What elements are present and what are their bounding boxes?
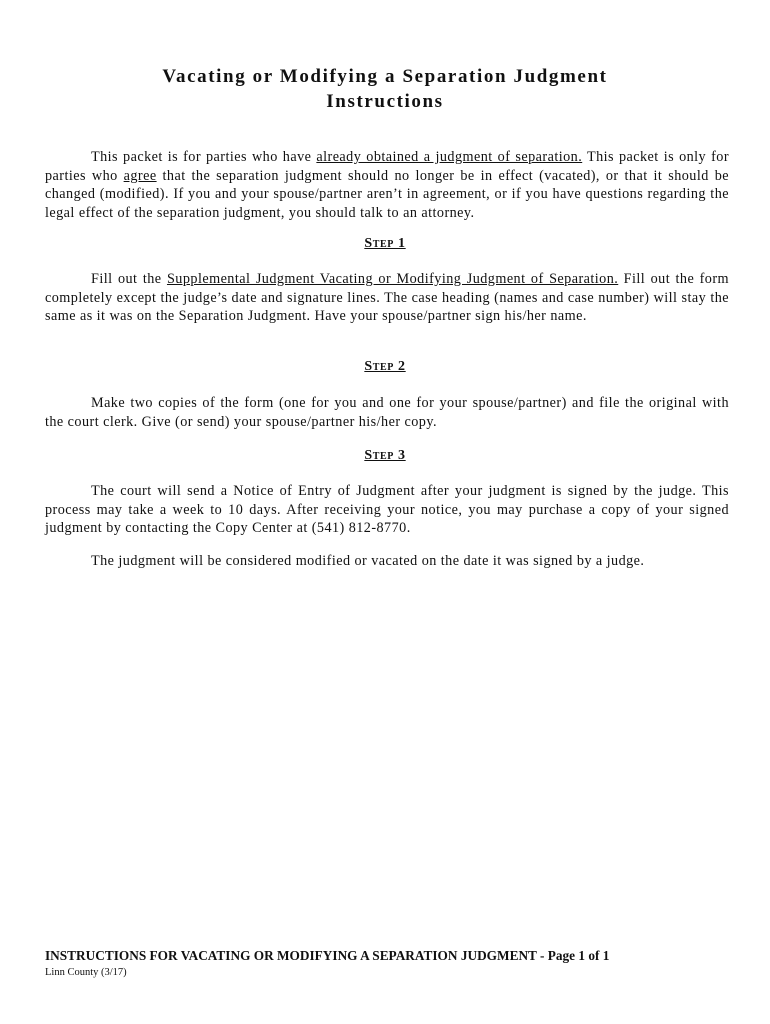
intro-underline-b: agree [123,167,157,184]
step-1-form-name: Supplemental Judgment Vacating or Modifying Judgment of Separation. [166,271,619,287]
step-2-paragraph: Make two copies of the form (one for you and one for your spouse/partner) and file the original with the court clerk. Give (or send) your spouse/partner his/her copy. [45,395,729,430]
step-3-paragraph: The court will send a Notice of Entry of Judgment after your judgment is signed by the judge. This process may take a week to 10 days. After receiving your notice, you may purchase a copy of your signed judgment by contacting the Copy Center at (541) 812-8770. [45,483,729,536]
step-3-heading: Step 3 [364,448,406,463]
intro-text-c: that the separation judgment should no longer be in effect (vacated), or that it should be changed (modified). If you and your spouse/partner aren’t in agreement, or if you have questions regarding the legal effect of the separation judgment, you should talk to an attorney. [45,167,729,221]
step-1-text-b: Fill out the form completely except the judge’s date and signature lines. The case heading (names and case number) will stay the same as it was on the Separation Judgment. Have your spouse/partner sign his/her name. [45,271,730,324]
title-line-1: Vacating or Modifying a Separation Judgment [162,66,608,87]
intro-paragraph [45,148,729,222]
step-1-text-a: Fill out the [91,271,167,287]
closing-paragraph: The judgment will be considered modified or vacated on the date it was signed by a judge. [91,553,645,569]
page-title [0,64,770,114]
footer-title: INSTRUCTIONS FOR VACATING OR MODIFYING A SEPARATION JUDGMENT - Page 1 of 1 [45,948,610,963]
footer-county-date: Linn County (3/17) [45,967,127,978]
step-2-heading: Step 2 [364,359,406,374]
intro-underline-a: already obtained a judgment of separation. [316,149,583,165]
intro-text-a: This packet is for parties who have [91,149,317,165]
step-1-paragraph [45,270,729,326]
title-line-2: Instructions [326,91,444,112]
intro-text-b: This packet is only for parties who [45,149,729,184]
step-1-heading: Step 1 [364,236,406,251]
